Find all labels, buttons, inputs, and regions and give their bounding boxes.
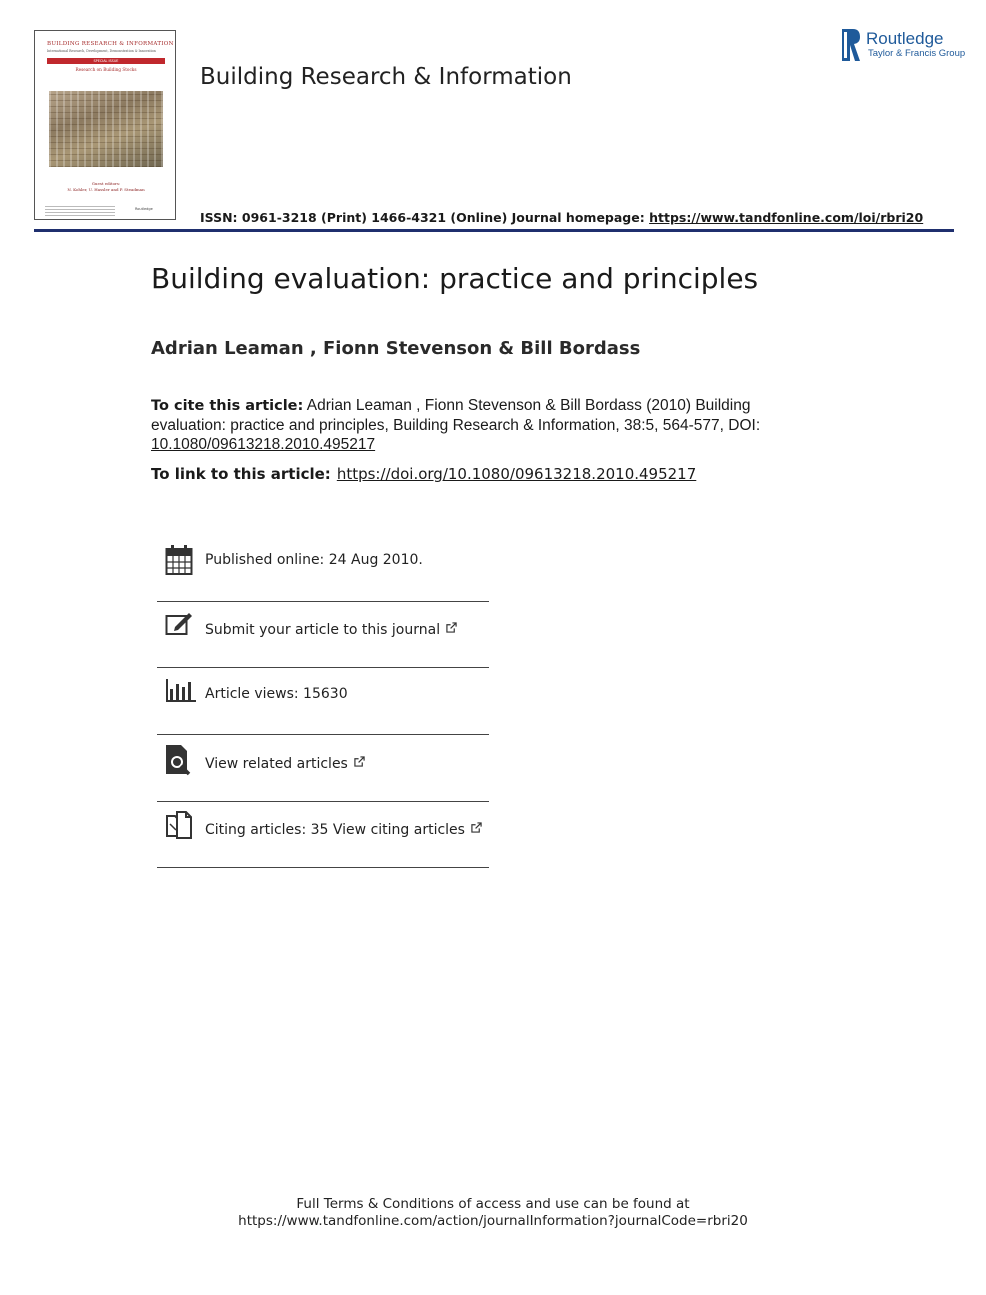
info-related[interactable] [157, 744, 489, 784]
cover-publisher-logo: Routledge [135, 207, 153, 211]
article-link-label: To link to this article: [151, 465, 331, 483]
article-doi-url[interactable]: https://doi.org/10.1080/09613218.2010.495217 [336, 465, 697, 483]
cover-band [47, 58, 165, 64]
citing-articles-text: Citing articles: 35 View citing articles [205, 822, 465, 838]
info-citing[interactable] [157, 810, 489, 850]
info-published [157, 544, 489, 584]
cover-photo [49, 91, 163, 167]
edit-icon [165, 612, 193, 636]
calendar-icon [165, 544, 193, 576]
cover-issue-topic: Research on Building Stocks [75, 67, 137, 72]
citation-block [151, 396, 791, 454]
routledge-logo-icon [842, 29, 860, 61]
citation-doi-link[interactable]: 10.1080/09613218.2010.495217 [151, 436, 376, 453]
divider [157, 867, 489, 868]
divider [157, 734, 489, 735]
submit-article-text: Submit your article to this journal [205, 622, 441, 638]
issn-line [200, 210, 923, 225]
divider [157, 667, 489, 668]
external-link-icon [471, 822, 482, 833]
info-views [157, 677, 489, 717]
footer-terms-url[interactable]: https://www.tandfonline.com/action/journalInformation?journalCode=rbri20 [238, 1213, 748, 1229]
external-link-icon [354, 756, 365, 767]
cover-guest-editors [47, 181, 165, 193]
citing-articles-link[interactable] [205, 822, 482, 838]
article-title: Building evaluation: practice and principles [151, 262, 759, 295]
article-authors: Adrian Leaman , Fionn Stevenson & Bill Bordass [151, 338, 641, 359]
related-articles-link[interactable] [205, 756, 365, 772]
related-articles-text: View related articles [205, 756, 348, 772]
cover-guest-editors-label: Guest editors: [91, 181, 121, 186]
published-text: Published online: 24 Aug 2010. [205, 552, 423, 568]
citation-label: To cite this article: [151, 398, 304, 414]
footer-terms [0, 1196, 986, 1230]
cover-subtitle: International Research, Development, Demonstration & Innovation [47, 49, 156, 53]
article-views-text: Article views: 15630 [205, 686, 348, 702]
cover-fine-print [45, 204, 115, 216]
info-submit[interactable] [157, 610, 489, 650]
bar-chart-icon [165, 679, 197, 703]
citation-text: Adrian Leaman , Fionn Stevenson & Bill Bordass (2010) Building evaluation: practice and principles, Building Research & Information, 38:5, 564-577, DOI: [151, 397, 761, 434]
divider [157, 801, 489, 802]
citing-icon [165, 810, 195, 840]
cover-journal-title: BUILDING RESEARCH & INFORMATION [47, 41, 174, 47]
submit-article-link[interactable] [205, 622, 457, 638]
journal-name: Building Research & Information [200, 64, 572, 90]
divider [157, 601, 489, 602]
issn-text: ISSN: 0961-3218 (Print) 1466-4321 (Online) Journal homepage: [200, 210, 650, 225]
footer-line-1: Full Terms & Conditions of access and use can be found at [296, 1196, 690, 1212]
logo-name: Routledge [866, 29, 944, 48]
logo-subtitle: Taylor & Francis Group [868, 48, 966, 59]
article-link-line [151, 465, 696, 483]
external-link-icon [446, 622, 457, 633]
cover-band-label: SPECIAL ISSUE [93, 59, 119, 63]
search-document-icon [165, 744, 193, 776]
journal-cover-image [34, 30, 176, 220]
journal-homepage-link[interactable]: https://www.tandfonline.com/loi/rbri20 [649, 210, 924, 225]
header-divider [34, 229, 954, 232]
cover-guest-editors-names: N. Kohler, U. Hassler and P. Steadman [67, 187, 145, 192]
